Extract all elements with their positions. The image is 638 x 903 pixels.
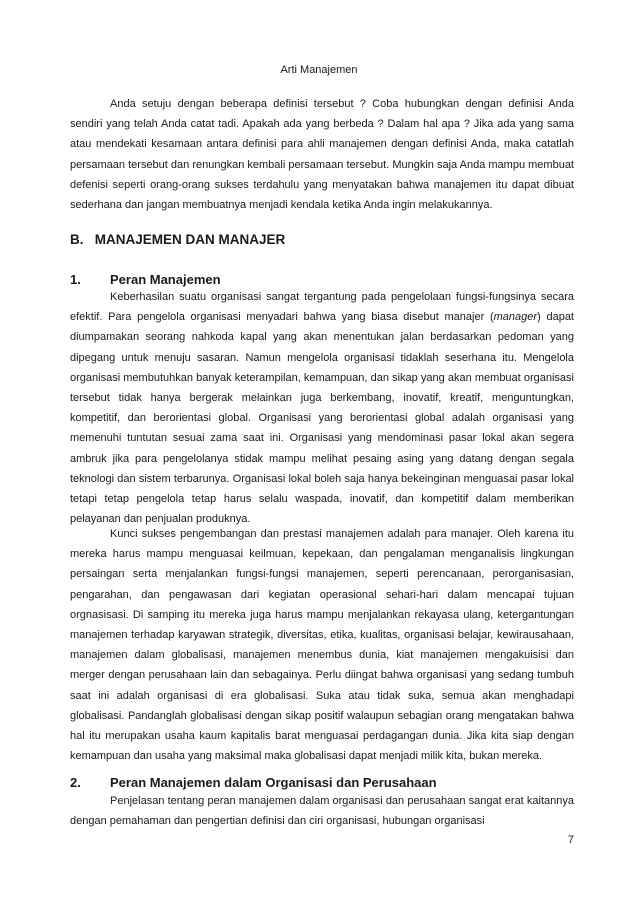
section-title: MANAJEMEN DAN MANAJER xyxy=(94,232,286,247)
sub2-paragraph-1: Penjelasan tentang peran manajemen dalam organisasi dan perusahaan sangat erat kaitannya dengan pemahaman dan pengertian definisi dan ciri organisasi, hubungan organisasi xyxy=(70,795,574,828)
page-number: 7 xyxy=(567,834,574,846)
subsection-heading-1 xyxy=(70,272,221,287)
running-header: Arti Manajemen xyxy=(280,64,358,76)
subsection-title: Peran Manajemen xyxy=(110,272,221,287)
subsection-number: 2. xyxy=(70,775,81,790)
sub1-paragraph-1 xyxy=(70,287,574,529)
subsection-title: Peran Manajemen dalam Organisasi dan Perusahaan xyxy=(110,775,437,790)
intro-paragraph: Anda setuju dengan beberapa definisi tersebut ? Coba hubungkan dengan definisi Anda sendiri yang telah Anda catat tadi. Apakah ada yang berbeda ? Dalam hal apa ? Jika ada yang sama atau mendekati kesamaan antara definisi para ahli manajemen dengan definisi Anda, maka catatlah persamaan tersebut dan renungkan kembali persamaan tersebut. Mungkin saja Anda mampu membuat defenisi seperti orang-orang sukses terdahulu yang menyatakan bahwa manajemen itu dapat dibuat sederhana dan jangan membuatnya menjadi kendala ketika Anda ingin melakukannya. xyxy=(70,98,574,212)
subsection-number: 1. xyxy=(70,272,81,287)
sub1-para1-part-a: Keberhasilan suatu organisasi sangat tergantung pada pengelolaan fungsi-fungsinya secara efektif. Para pengelola organisasi menyadari bahwa yang biasa disebut manajer ( xyxy=(70,291,574,324)
subsection-heading-2 xyxy=(70,775,437,790)
sub1-para1-italic: manager xyxy=(493,311,538,324)
sub1-paragraph-2: Kunci sukses pengembangan dan prestasi manajemen adalah para manajer. Oleh karena itu mereka harus mampu menguasai keilmuan, kepekaan, dan pengalaman menganalisis lingkungan persaingan serta menjalankan fungsi-fungsi manajemen, seperti perencanaan, perorganisasian, pengarahan, dan pengawasan dari kegiatan operasional sehari-hari dalam mencapai tujuan orgnasisasi. Di samping itu mereka juga harus mampu menjalankan rekayasa ulang, ketergantungan manajemen terhadap karyawan strategik, diversitas, etika, kualitas, organisasi belajar, kewirausahaan, manajemen dalam globalisasi, manajemen menembus dunia, kiat manajemen mengakuisisi dan merger dengan perusahaan lain dan sebagainya. Perlu diingat bahwa organisasi yang sedang tumbuh saat ini adalah organisasi di era globalisasi. Suka atau tidak suka, semua akan menghadapi globalisasi. Pandanglah globalisasi dengan sikap positif walaupun sebagian orang mengatakan bahwa hal itu merupakan usaha kaum kapitalis barat menguasai perdagangan dunia. Jika kita siap dengan kemampuan dan usaha yang maksimal maka globalisasi dapat menjadi milik kita, bukan mereka. xyxy=(70,528,574,763)
section-heading-b xyxy=(70,232,285,247)
sub1-para1-part-b: ) dapat diumpamakan seorang nahkoda kapal yang akan menentukan jalan berdasarkan pedoman yang dipegang untuk menuju sasaran. Namun mengelola organisasi tidaklah seserhana itu. Mengelola organisasi membutuhkan banyak keterampilan, kemampuan, dan sikap yang akan membuat organisasi tersebut tidak hanya bergerak melainkan juga berkembang, inovatif, kreatif, menguntungkan, kompetitif, dan berorientasi global. Organisasi yang berorientasi global adalah organisasi yang memenuhi tuntutan sesuai zama saat ini. Organisasi yang mendominasi pasar lokal akan segera ambruk jika para pengelolanya stidak mampu melihat pesaing asing yang datang dengan segala teknologi dan sistem terbarunya. Organisasi lokal boleh saja hanya bekeinginan menguasai pasar lokal tetapi tetap pengelola tetap harus selalu waspada, inovatif, dan kompetitif dalam memberikan pelayanan dan penjualan produknya. xyxy=(70,311,574,526)
section-label: B. xyxy=(70,232,84,247)
